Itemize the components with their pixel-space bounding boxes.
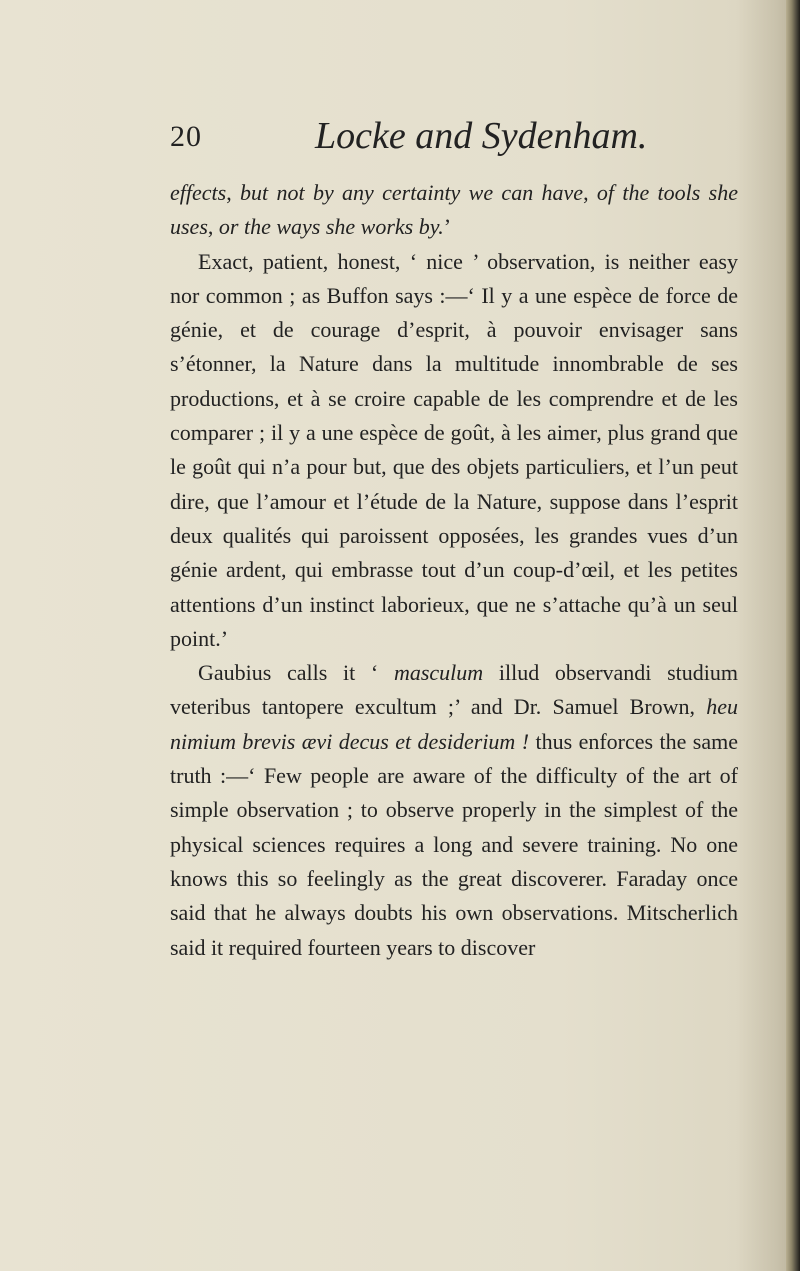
text-segment: illud observandi studium veteribus tantopere excultum ;’ and Dr. Samuel Brown, (170, 660, 738, 720)
body-text (170, 176, 738, 965)
page-number: 20 (170, 120, 202, 153)
paragraph (170, 176, 738, 245)
page-edge-shadow (786, 0, 800, 1271)
text-segment: effects (170, 180, 227, 205)
text-segment: masculum (393, 660, 484, 686)
text-segment: ’ (443, 214, 452, 240)
text-segment: or the ways she works by. (218, 214, 444, 240)
paragraph (170, 656, 738, 965)
text-segment: thus enforces the same truth :—‘ Few people are aware of the difficulty of the art of simple observation ; to observe properly in the simplest of the physical sciences requires a long and severe training. No one knows this so feelingly as the great discoverer. Faraday once said that he always doubts his own observations. Mitscherlich said it required fourteen years to discover (170, 728, 738, 960)
text-segment: Gaubius calls it ‘ (198, 660, 394, 686)
text-segment: , (226, 180, 241, 205)
text-segment: , (207, 214, 219, 240)
text-segment: , (583, 180, 597, 205)
text-segment: heu nimium brevis ævi decus et desiderium ! (170, 694, 738, 754)
paragraph (170, 245, 738, 657)
text-segment: but not by any certainty we can have (240, 180, 584, 205)
text-segment: Exact, patient, honest, ‘ nice ’ observation, is neither easy nor common ; as Buffon says :—‘ Il y a une espèce de force de génie, et de courage d’esprit, à pouvoir envisager sans s’étonner, la Nature dans la multitude innombrable de ses productions, et à se croire capable de les comprendre et de les comparer ; il y a une espèce de goût, à les aimer, plus grand que le goût qui n’a pour but, que des objets particuliers, et l’un peut dire, que l’amour et l’étude de la Nature, suppose dans l’esprit deux qualités qui paroissent opposées, les grandes vues d’un génie ardent, qui embrasse tout d’un coup-d’œil, et les petites attentions d’un instinct laborieux, que ne s’attache qu’à un seul point.’ (170, 248, 738, 651)
page-header (170, 115, 750, 164)
text-segment: of the tools she uses (170, 180, 739, 240)
running-title: Locke and Sydenham. (315, 115, 648, 157)
